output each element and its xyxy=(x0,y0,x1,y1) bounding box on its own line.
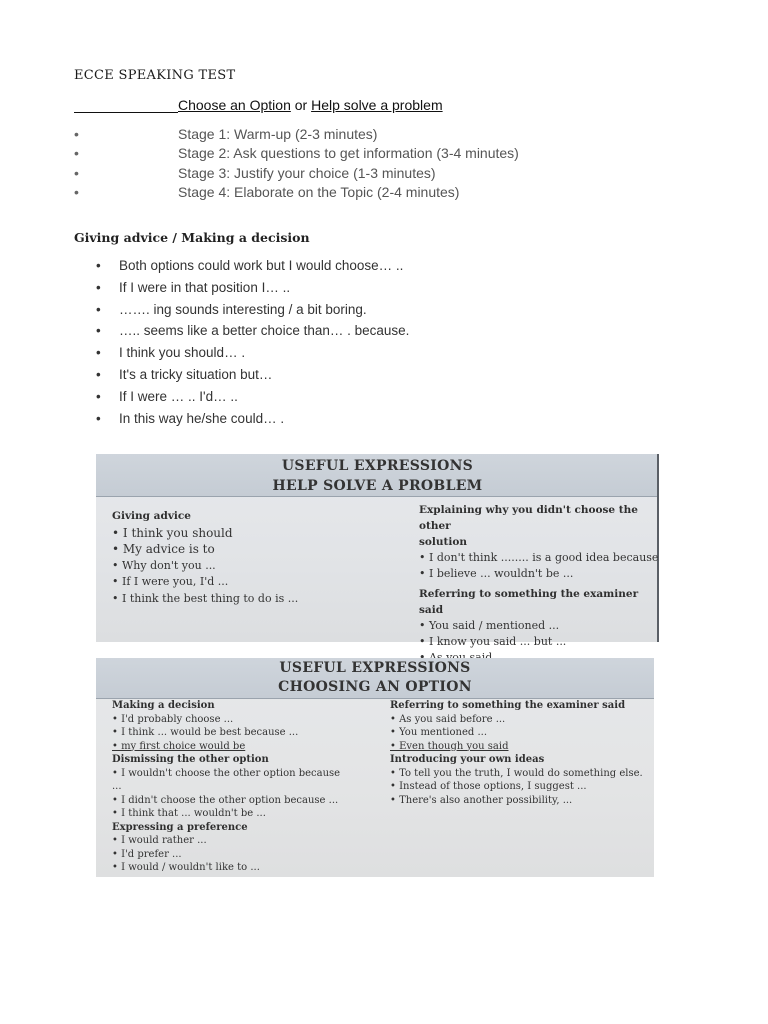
expression-item: • I would rather ... xyxy=(112,835,207,846)
stage-text: Stage 1: Warm-up (2-3 minutes) xyxy=(178,126,378,142)
expression-item: • I'd prefer ... xyxy=(112,848,182,860)
bullet: • xyxy=(74,164,79,181)
expression-item: • I believe ... wouldn't be ... xyxy=(419,567,574,580)
bullet: • xyxy=(96,258,101,273)
image-header-line2: HELP SOLVE A PROBLEM xyxy=(272,478,483,494)
giving-advice-column xyxy=(112,508,298,607)
stage-text: Stage 3: Justify your choice (1-3 minutes) xyxy=(178,164,436,181)
bullet: • xyxy=(96,323,101,339)
bullet: • xyxy=(96,301,101,317)
bullet: • xyxy=(74,145,79,162)
expression-item: • I'd probably choose ... xyxy=(112,713,234,725)
stage-text: Stage 2: Ask questions to get information (3-4 minutes) xyxy=(178,145,519,162)
useful-expressions-problem-image xyxy=(96,454,659,648)
bullet: • xyxy=(96,366,101,382)
advice-text: Both options could work but I would choose… .. xyxy=(119,258,404,273)
column-heading: Explaining why you didn't choose the other xyxy=(419,504,638,532)
advice-text: I think you should… . xyxy=(119,345,246,361)
expression-item: • I think you should xyxy=(112,525,233,540)
referring-column xyxy=(390,699,643,807)
bullet: • xyxy=(74,183,79,200)
expression-item: • There's also another possibility, ... xyxy=(390,794,573,806)
expression-item: • You mentioned ... xyxy=(390,727,488,738)
expression-item: • I didn't choose the other option because ... xyxy=(112,794,339,806)
image-header xyxy=(96,454,659,497)
advice-text: ……. ing sounds interesting / a bit boring. xyxy=(119,301,367,317)
advice-text: In this way he/she could… . xyxy=(119,410,285,426)
blank-line xyxy=(74,98,178,113)
useful-expressions-option-image xyxy=(96,658,654,877)
expression-item: • You said / mentioned ... xyxy=(419,619,560,632)
column-heading: solution xyxy=(419,536,468,548)
explaining-column xyxy=(419,502,659,666)
bullet: • xyxy=(96,388,101,404)
expression-item: • I wouldn't choose the other option because xyxy=(112,767,341,779)
subheading-help-solve: Help solve a problem xyxy=(311,97,443,113)
expression-item: • I think the best thing to do is ... xyxy=(112,591,299,605)
image-header xyxy=(96,658,654,699)
column-heading: Expressing a preference xyxy=(112,821,248,833)
image-header-line1: USEFUL EXPRESSIONS xyxy=(279,660,471,676)
expression-item: • My advice is to xyxy=(112,542,215,556)
subheading-or: or xyxy=(290,97,312,113)
section-title: Giving advice / Making a decision xyxy=(74,230,310,245)
bullet: • xyxy=(96,345,101,361)
column-heading: Dismissing the other option xyxy=(112,754,269,765)
bullet: • xyxy=(96,410,101,426)
column-heading: Giving advice xyxy=(112,510,191,522)
expression-item: • Why don't you ... xyxy=(112,558,216,572)
expression-item: • I think ... would be best because ... xyxy=(112,727,299,738)
expression-item: • my first choice would be xyxy=(112,740,246,752)
expression-item: • Instead of those options, I suggest ... xyxy=(390,781,587,792)
decision-column xyxy=(112,699,340,875)
expression-item: • I don't think ........ is a good idea because xyxy=(419,551,659,564)
bullet: • xyxy=(74,126,79,142)
document-title: ECCE SPEAKING TEST xyxy=(74,68,236,83)
advice-text: ….. seems like a better choice than… . because. xyxy=(119,323,410,339)
column-heading: Referring to something the examiner said xyxy=(390,700,626,711)
expression-item: • I think that ... wouldn't be ... xyxy=(112,808,266,819)
subheading xyxy=(74,97,443,113)
subheading-choose-option: Choose an Option xyxy=(178,97,291,113)
image-header-line2: CHOOSING AN OPTION xyxy=(278,679,472,695)
expression-item: • I would / wouldn't like to ... xyxy=(112,862,260,873)
expression-item: • To tell you the truth, I would do something else. xyxy=(390,767,643,779)
expression-item: • Even though you said xyxy=(390,740,509,752)
expression-item: • If I were you, I'd ... xyxy=(112,575,229,588)
advice-text: If I were … .. I'd… .. xyxy=(119,388,238,404)
advice-text: If I were in that position I… .. xyxy=(119,279,291,295)
stage-text: Stage 4: Elaborate on the Topic (2-4 minutes) xyxy=(178,183,460,200)
image-header-line1: USEFUL EXPRESSIONS xyxy=(281,458,474,474)
column-heading: Making a decision xyxy=(112,700,215,711)
column-heading: Referring to something the examiner said xyxy=(419,588,639,616)
column-heading: Introducing your own ideas xyxy=(390,754,545,765)
expression-item: ... xyxy=(112,781,122,792)
bullet: • xyxy=(96,279,101,295)
advice-text: It's a tricky situation but… xyxy=(119,366,273,382)
expression-item: • As you said before ... xyxy=(390,713,506,725)
expression-item: • I know you said ... but ... xyxy=(419,635,567,648)
